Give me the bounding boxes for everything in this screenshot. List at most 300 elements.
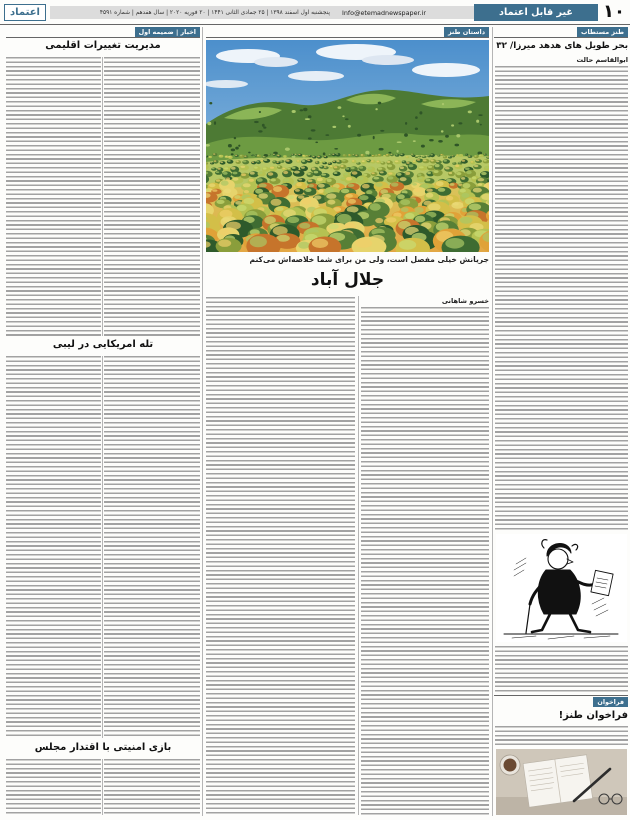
shrub-highlight	[295, 154, 297, 155]
shrub-highlight	[308, 184, 314, 187]
hill-tree	[378, 102, 382, 105]
shrub-highlight	[456, 155, 458, 156]
hill-tree	[375, 108, 377, 110]
shrub-highlight	[288, 195, 294, 199]
shrub-highlight	[344, 173, 348, 176]
news-body-text	[104, 759, 200, 815]
shrub-highlight	[298, 242, 309, 249]
hill-tree	[405, 122, 407, 125]
shrub-highlight	[425, 179, 430, 182]
shrub-highlight	[428, 166, 432, 168]
newspaper-logo	[4, 4, 46, 21]
hill-tree	[458, 122, 462, 124]
shrub-highlight	[459, 154, 461, 155]
shrub-highlight	[261, 160, 263, 161]
shrub-highlight	[411, 154, 413, 155]
news-headline-libya: تله امریکایی در لیبی	[52, 339, 154, 350]
issue-info-bar	[50, 6, 474, 19]
painting-shrub	[333, 172, 341, 177]
shrub-highlight	[390, 154, 392, 155]
hill-tree	[357, 134, 361, 137]
shrub-highlight	[426, 189, 433, 192]
shrub-highlight	[318, 184, 325, 188]
section-tag-call: فراخوان	[593, 697, 628, 707]
shrub-highlight	[313, 156, 315, 157]
section-tag-story: داستان طنز	[444, 27, 489, 37]
shrub-highlight	[236, 161, 239, 163]
news-body-text	[104, 356, 200, 738]
shrub-highlight	[305, 188, 311, 192]
shrub-highlight	[443, 160, 447, 162]
shrub-highlight	[395, 154, 397, 155]
hill-tree	[476, 120, 479, 123]
news-headline-climate: مدیریت تغییرات اقلیمی	[45, 40, 161, 51]
shrub-highlight	[252, 162, 255, 163]
satire-author: ابوالقاسم حالت	[576, 56, 628, 64]
shrub-highlight	[477, 183, 482, 186]
shrub-highlight	[216, 200, 224, 204]
shrub-highlight	[346, 177, 352, 181]
shrub-highlight	[213, 153, 215, 154]
shrub-highlight	[288, 156, 289, 157]
shrub-highlight	[371, 172, 374, 174]
hill-tree	[231, 153, 234, 155]
hill-tree	[468, 111, 472, 114]
hill-tree	[292, 110, 296, 113]
shrub-highlight	[409, 164, 414, 167]
shrub-highlight	[263, 156, 265, 157]
shrub-highlight	[224, 167, 228, 169]
shrub-highlight	[243, 183, 251, 187]
shrub-highlight	[283, 171, 288, 174]
shrub-highlight	[405, 172, 410, 175]
shrub-highlight	[352, 160, 355, 162]
shrub-highlight	[361, 154, 363, 156]
shrub-highlight	[419, 166, 424, 168]
shrub-highlight	[342, 160, 346, 162]
shrub-highlight	[366, 190, 372, 194]
shrub-highlight	[399, 240, 416, 250]
shrub-highlight	[428, 155, 430, 156]
painting-shrub	[443, 159, 450, 164]
hill-tree	[308, 115, 312, 118]
shrub-highlight	[336, 160, 339, 162]
shrub-highlight	[433, 170, 438, 173]
shrub-highlight	[231, 167, 236, 170]
column-divider	[102, 57, 103, 336]
column-divider	[492, 27, 493, 816]
shrub-highlight	[250, 172, 255, 175]
shrub-highlight	[295, 189, 300, 192]
painting-shrub	[367, 167, 375, 173]
shrub-highlight	[294, 171, 300, 174]
shrub-highlight	[286, 160, 290, 162]
shrub-highlight	[328, 163, 330, 164]
shrub-highlight	[441, 154, 443, 155]
shrub-highlight	[328, 224, 338, 229]
hill-tree	[348, 125, 351, 128]
shrub-highlight	[418, 156, 420, 157]
hill-tree	[231, 149, 235, 152]
shrub-highlight	[348, 154, 350, 155]
shrub-highlight	[334, 172, 338, 174]
shrub-highlight	[428, 203, 440, 211]
shrub-highlight	[249, 179, 254, 182]
shrub-highlight	[373, 177, 379, 180]
shrub-highlight	[372, 155, 374, 156]
shrub-highlight	[357, 176, 363, 180]
column-divider	[102, 759, 103, 815]
shrub-highlight	[359, 166, 363, 169]
hill-tree	[303, 108, 307, 111]
hill-tree	[300, 109, 304, 111]
shrub-highlight	[352, 171, 358, 175]
shrub-highlight	[423, 159, 427, 161]
shrub-highlight	[479, 154, 482, 155]
shrub-highlight	[375, 183, 383, 187]
hill-tree	[311, 129, 316, 131]
shrub-highlight	[413, 161, 416, 162]
shrub-highlight	[333, 161, 335, 162]
shrub-highlight	[228, 156, 230, 157]
photo-notebook	[523, 755, 593, 807]
shrub-highlight	[307, 173, 311, 175]
shrub-highlight	[387, 161, 390, 163]
shrub-highlight	[271, 199, 282, 206]
shrub-highlight	[257, 178, 263, 182]
shrub-highlight	[263, 167, 267, 169]
shrub-highlight	[221, 180, 229, 185]
shrub-highlight	[388, 172, 392, 174]
hill-tree	[238, 145, 240, 147]
shrub-highlight	[298, 179, 302, 181]
shrub-highlight	[438, 155, 440, 156]
page-header	[0, 0, 630, 24]
satire-body-text	[495, 66, 628, 531]
hill-tree	[214, 121, 216, 125]
shrub-highlight	[400, 166, 404, 169]
hill-tree	[419, 111, 422, 114]
shrub-highlight	[216, 179, 220, 182]
hill-tree	[315, 142, 318, 144]
shrub-highlight	[415, 156, 417, 157]
section-tag-satire: طنز مستطاب	[577, 27, 628, 37]
shrub-highlight	[219, 229, 230, 236]
shrub-highlight	[327, 200, 335, 205]
painting-shrub	[228, 156, 233, 159]
shrub-highlight	[400, 154, 403, 155]
shrub-highlight	[397, 194, 405, 199]
column-divider	[358, 296, 359, 815]
shrub-highlight	[348, 199, 356, 204]
shrub-highlight	[282, 168, 285, 170]
shrub-highlight	[353, 154, 355, 155]
logo-text: اعتماد	[10, 7, 40, 18]
shrub-highlight	[418, 173, 422, 176]
shrub-highlight	[312, 167, 316, 170]
shrub-highlight	[474, 165, 478, 167]
shrub-highlight	[277, 155, 279, 156]
shrub-highlight	[240, 166, 245, 168]
issue-date: پنجشنبه اول اسفند ۱۳۹۸ | ۲۵ جمادی الثانی ۱۴۴۱ | ۲۰ فوریه ۲۰۲۰ | سال هفدهم | شماره ۴۵۹۱	[99, 9, 330, 16]
shrub-highlight	[386, 154, 388, 155]
section-tag-news: اخبار | ضمیمه اول	[135, 27, 200, 37]
shrub-highlight	[477, 178, 484, 181]
shrub-highlight	[324, 156, 326, 157]
shrub-highlight	[355, 239, 372, 248]
news-headline-parliament: بازی امنیتی با اقتدار مجلس	[34, 742, 172, 753]
shrub-highlight	[465, 167, 470, 170]
shrub-highlight	[218, 168, 221, 170]
shrub-highlight	[460, 189, 466, 193]
shrub-highlight	[436, 181, 444, 186]
shrub-highlight	[270, 179, 276, 182]
shrub-highlight	[380, 171, 384, 173]
shrub-highlight	[237, 205, 247, 211]
shrub-highlight	[307, 159, 310, 161]
shrub-highlight	[220, 162, 223, 164]
shrub-highlight	[280, 160, 283, 161]
tag-rule	[6, 37, 200, 38]
shrub-highlight	[484, 154, 486, 155]
shrub-highlight	[436, 161, 439, 163]
shrub-highlight	[330, 165, 333, 167]
shrub-highlight	[317, 178, 323, 182]
landscape-painting	[206, 40, 489, 252]
shrub-highlight	[448, 156, 450, 157]
hill-tree	[334, 148, 338, 150]
hill-tree	[451, 124, 454, 126]
hill-tree	[413, 140, 416, 142]
shrub-highlight	[412, 183, 417, 186]
shrub-highlight	[258, 193, 268, 199]
shrub-highlight	[284, 178, 290, 182]
shrub-highlight	[341, 177, 345, 179]
shrub-highlight	[243, 160, 246, 162]
hill-tree	[373, 136, 375, 139]
shrub-highlight	[362, 160, 365, 162]
hill-tree	[209, 102, 212, 104]
shrub-highlight	[244, 190, 249, 193]
shrub-highlight	[417, 159, 421, 161]
shrub-highlight	[283, 155, 285, 156]
shrub-highlight	[264, 159, 268, 161]
header-rule	[0, 24, 630, 25]
shrub-highlight	[359, 195, 369, 200]
shrub-highlight	[381, 162, 384, 163]
hill-tree	[388, 152, 391, 154]
shrub-highlight	[235, 155, 237, 156]
hill-tree	[404, 133, 408, 136]
hill-tree	[379, 148, 384, 151]
hill-tree	[415, 116, 418, 119]
shrub-highlight	[299, 223, 310, 229]
shrub-highlight	[321, 174, 326, 176]
hill-tree	[442, 103, 444, 105]
shrub-highlight	[324, 167, 327, 168]
section-rule	[494, 695, 628, 696]
shrub-highlight	[209, 183, 216, 187]
shrub-highlight	[418, 177, 422, 180]
shrub-highlight	[346, 194, 353, 198]
shrub-highlight	[484, 160, 487, 162]
shrub-highlight	[377, 161, 380, 163]
shrub-highlight	[487, 156, 490, 157]
shrub-highlight	[466, 171, 472, 175]
shrub-highlight	[378, 154, 380, 155]
shrub-highlight	[357, 162, 359, 163]
tag-rule	[206, 37, 489, 38]
shrub-highlight	[273, 154, 275, 155]
story-kicker: جریانش خیلی مفصل است، ولی من برای شما خلاصه‌اش می‌کنم	[249, 255, 489, 264]
hill-tree	[248, 152, 251, 154]
hill-tree	[438, 140, 443, 143]
news-body-text	[6, 759, 101, 815]
shrub-highlight	[212, 168, 215, 169]
shrub-highlight	[320, 166, 323, 167]
hill-tree	[259, 111, 261, 113]
shrub-highlight	[378, 167, 382, 169]
shrub-highlight	[368, 154, 370, 155]
shrub-highlight	[446, 196, 453, 201]
hill-tree	[456, 134, 460, 137]
shrub-highlight	[468, 156, 470, 157]
hill-tree	[345, 118, 349, 120]
shrub-highlight	[223, 172, 228, 175]
column-divider	[202, 27, 203, 816]
hill-tree	[445, 135, 449, 138]
hill-tree	[258, 130, 262, 132]
hill-tree	[480, 124, 482, 126]
sketch-coat	[538, 570, 580, 614]
shrub-highlight	[216, 171, 220, 173]
hill-tree	[332, 126, 336, 128]
shrub-highlight	[314, 171, 319, 174]
shrub-highlight	[445, 238, 464, 249]
page-section-banner: غیر قابل اعتماد	[474, 4, 598, 21]
painting-shrub	[283, 155, 287, 157]
shrub-highlight	[445, 167, 450, 169]
email-link[interactable]: Info@etemadnewspaper.ir	[341, 8, 426, 17]
shrub-highlight	[427, 172, 431, 174]
shrub-highlight	[298, 154, 300, 155]
shrub-highlight	[211, 162, 213, 163]
shrub-highlight	[278, 166, 281, 168]
hill-tree	[323, 152, 326, 155]
shrub-highlight	[243, 198, 254, 204]
shrub-highlight	[308, 179, 313, 182]
hill-tree	[338, 106, 342, 109]
shrub-highlight	[367, 160, 370, 161]
hill-tree	[478, 114, 482, 116]
hill-tree	[325, 134, 329, 136]
shrub-highlight	[214, 160, 217, 162]
shrub-highlight	[388, 164, 392, 167]
shrub-highlight	[309, 155, 311, 156]
shrub-highlight	[471, 161, 474, 162]
news-body-text	[6, 57, 101, 336]
hill-tree	[262, 124, 265, 127]
shrub-highlight	[406, 162, 409, 164]
shrub-highlight	[430, 154, 433, 156]
shrub-highlight	[287, 168, 290, 170]
hill-tree	[342, 115, 344, 117]
shrub-highlight	[224, 189, 232, 194]
shrub-highlight	[306, 155, 308, 156]
shrub-highlight	[397, 173, 402, 176]
shrub-highlight	[438, 188, 445, 192]
page-number: ۱۰	[603, 1, 625, 22]
shrub-highlight	[302, 198, 312, 204]
satire-body-text-continued	[495, 646, 628, 692]
shrub-highlight	[258, 172, 262, 174]
shrub-highlight	[254, 167, 258, 169]
shrub-highlight	[297, 160, 299, 161]
shrub-highlight	[388, 176, 394, 179]
hill-tree	[365, 151, 369, 155]
shrub-highlight	[456, 172, 461, 175]
news-body-text	[6, 356, 101, 738]
shrub-highlight	[455, 165, 459, 167]
hill-tree	[397, 150, 399, 153]
shrub-highlight	[212, 189, 217, 192]
shrub-highlight	[370, 203, 381, 210]
shrub-highlight	[323, 162, 325, 163]
shrub-highlight	[268, 154, 270, 155]
shrub-highlight	[386, 217, 396, 222]
hill-tree	[305, 118, 310, 120]
shrub-highlight	[241, 173, 246, 176]
shrub-highlight	[209, 156, 211, 157]
shrub-highlight	[327, 179, 332, 183]
shrub-highlight	[368, 167, 372, 169]
shrub-highlight	[391, 183, 398, 187]
shrub-highlight	[452, 155, 454, 156]
shrub-highlight	[240, 155, 243, 157]
shrub-highlight	[225, 156, 227, 157]
shrub-highlight	[251, 154, 252, 155]
shrub-highlight	[326, 193, 336, 199]
shrub-highlight	[317, 156, 320, 158]
shrub-highlight	[465, 154, 467, 155]
column-divider	[102, 356, 103, 738]
shrub-highlight	[426, 193, 434, 198]
shrub-highlight	[395, 160, 399, 162]
painting-shrub	[390, 153, 394, 156]
shrub-highlight	[476, 160, 479, 162]
ink-sketch-illustration	[496, 534, 627, 642]
shrub-highlight	[244, 156, 246, 157]
painting-shrub	[293, 170, 305, 177]
shrub-highlight	[463, 183, 471, 188]
news-body-text	[104, 57, 200, 336]
shrub-highlight	[443, 156, 445, 157]
shrub-highlight	[400, 177, 407, 181]
shrub-highlight	[219, 155, 221, 156]
call-headline: فراخوان طنز!	[558, 710, 628, 721]
hill-tree	[429, 139, 434, 141]
shrub-highlight	[336, 153, 338, 155]
shrub-highlight	[469, 204, 481, 211]
shrub-highlight	[402, 161, 404, 162]
painting-shrub	[470, 161, 475, 164]
painting-shrub	[312, 156, 316, 159]
shrub-highlight	[250, 236, 267, 247]
shrub-highlight	[276, 207, 284, 211]
shrub-highlight	[481, 172, 487, 175]
shrub-highlight	[406, 156, 408, 157]
shrub-highlight	[273, 186, 282, 192]
